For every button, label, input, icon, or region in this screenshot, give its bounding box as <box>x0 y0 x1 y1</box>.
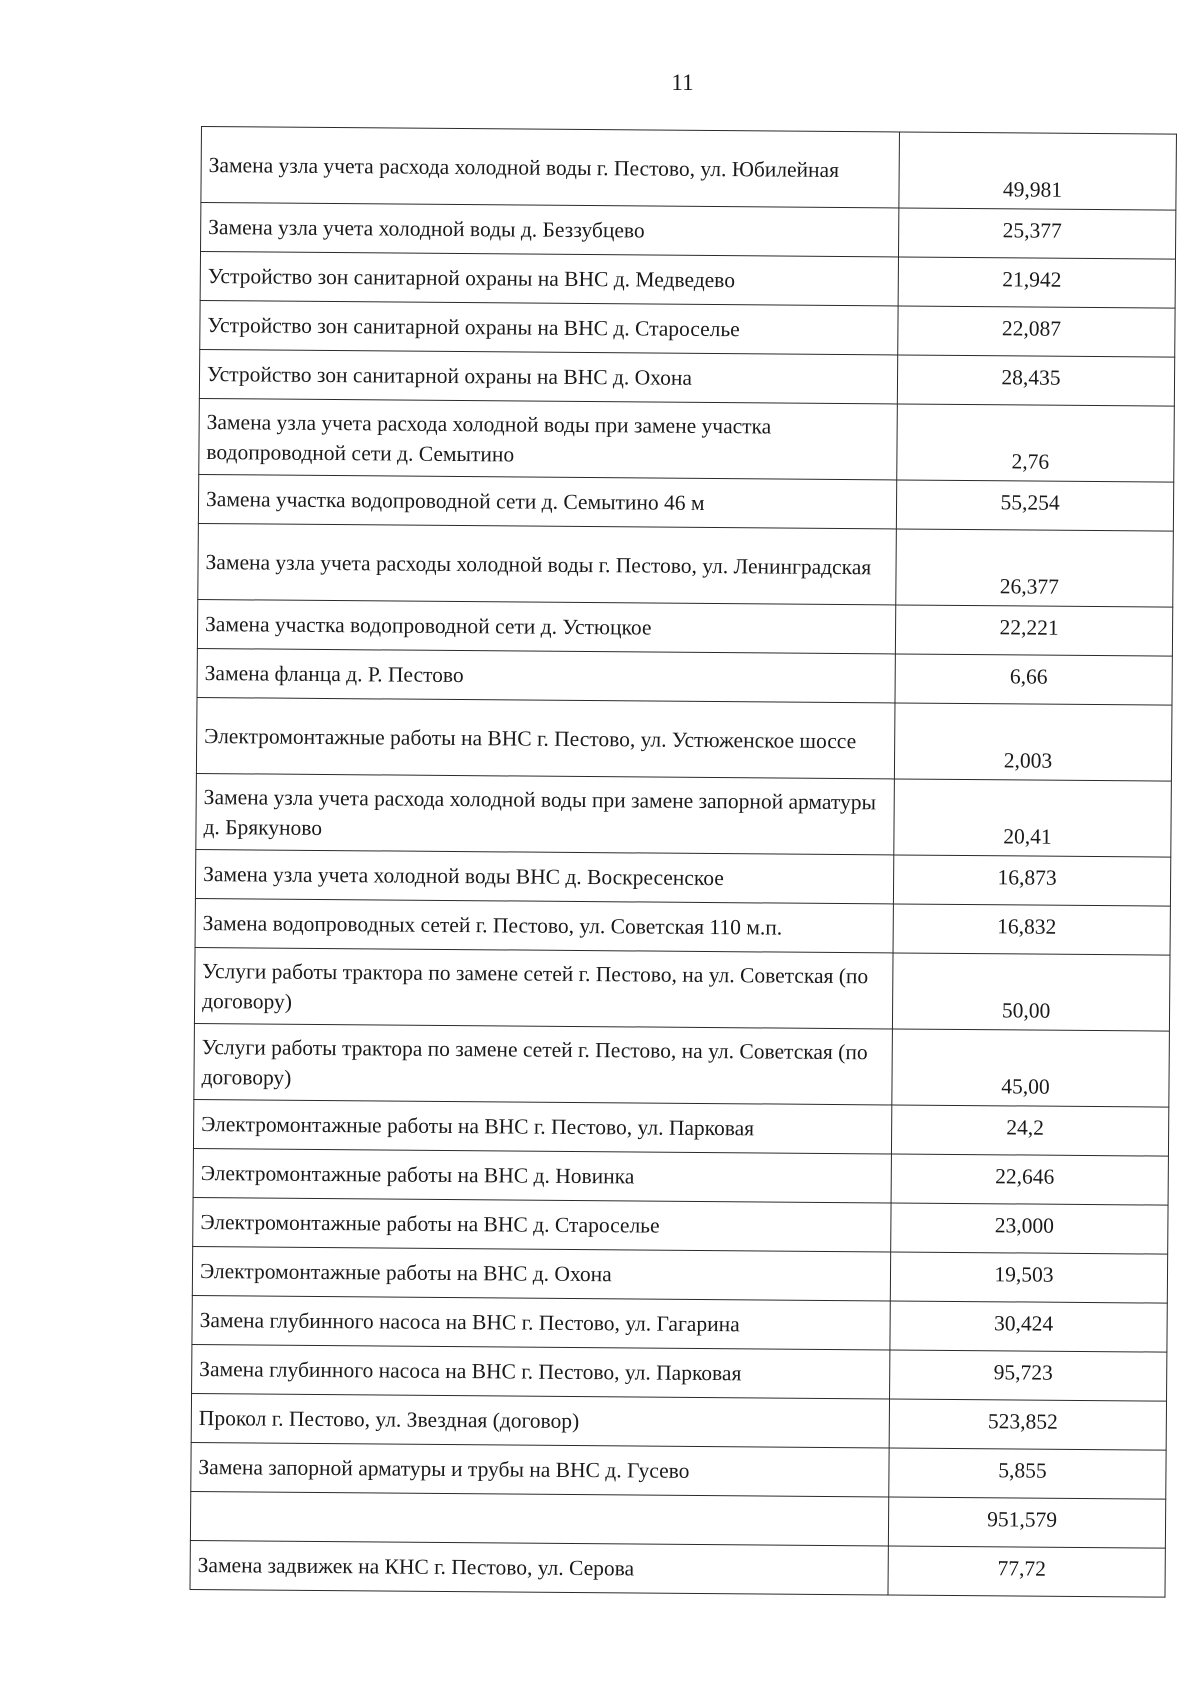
page-number: 11 <box>671 70 694 95</box>
table-row <box>193 1148 1168 1205</box>
work-amount-cell: 21,942 <box>898 257 1175 308</box>
table-row <box>192 1246 1167 1303</box>
work-description-cell: Электромонтажные работы на ВНС д. Новинка <box>193 1148 891 1202</box>
work-amount-cell: 6,66 <box>895 654 1172 705</box>
table-row <box>192 1295 1167 1352</box>
work-description-cell <box>190 1491 888 1545</box>
table-row <box>195 898 1170 955</box>
work-description-cell: Электромонтажные работы на ВНС д. Староселье <box>193 1197 891 1251</box>
work-description-cell: Замена запорной арматуры и трубы на ВНС д. Гусево <box>191 1442 889 1496</box>
work-amount-cell: 5,855 <box>889 1448 1166 1499</box>
table-row <box>196 773 1172 857</box>
work-description-cell: Замена узла учета расхода холодной воды г. Пестово, ул. Юбилейная <box>201 127 900 208</box>
work-amount-cell: 49,981 <box>899 132 1177 210</box>
work-description-cell: Прокол г. Пестово, ул. Звездная (договор) <box>191 1393 889 1447</box>
work-description-cell: Замена фланца д. Р. Пестово <box>197 648 895 702</box>
table-row <box>193 1099 1168 1156</box>
table-row <box>200 252 1175 309</box>
table-row <box>200 300 1175 357</box>
work-description-cell: Замена узла учета холодной воды д. Беззубцево <box>201 203 899 257</box>
work-description-cell: Устройство зон санитарной охраны на ВНС д. Староселье <box>200 300 898 354</box>
work-amount-cell: 25,377 <box>898 208 1175 259</box>
table-row <box>198 474 1173 531</box>
work-amount-cell: 16,832 <box>893 904 1170 955</box>
table-row <box>193 1197 1168 1254</box>
work-description-cell: Замена узла учета расходы холодной воды г. Пестово, ул. Ленинградская <box>198 523 897 604</box>
work-amount-cell: 45,00 <box>892 1029 1170 1107</box>
table-row <box>197 599 1172 656</box>
table-row <box>194 947 1170 1031</box>
table-row <box>197 648 1172 705</box>
work-description-cell: Замена глубинного насоса на ВНС г. Пестово, ул. Парковая <box>192 1344 890 1398</box>
work-amount-cell: 26,377 <box>896 529 1174 607</box>
work-description-cell: Замена водопроводных сетей г. Пестово, ул. Советская 110 м.п. <box>195 898 893 952</box>
work-description-cell: Электромонтажные работы на ВНС д. Охона <box>192 1246 890 1300</box>
work-amount-cell: 20,41 <box>894 779 1172 857</box>
work-description-cell: Замена глубинного насоса на ВНС г. Пестово, ул. Гагарина <box>192 1295 890 1349</box>
work-amount-cell: 28,435 <box>897 355 1174 406</box>
work-amount-cell: 30,424 <box>890 1301 1167 1352</box>
work-amount-cell: 16,873 <box>893 855 1170 906</box>
work-amount-cell: 19,503 <box>890 1252 1167 1303</box>
table-row <box>196 697 1172 781</box>
work-description-cell: Замена участка водопроводной сети д. Устюцкое <box>197 599 895 653</box>
table-row <box>201 203 1176 260</box>
table-row <box>201 127 1177 211</box>
work-amount-cell: 2,76 <box>897 404 1175 482</box>
work-amount-cell: 77,72 <box>888 1546 1165 1597</box>
work-amount-cell: 951,579 <box>888 1497 1165 1548</box>
table-row <box>190 1491 1165 1548</box>
work-amount-cell: 50,00 <box>892 953 1170 1031</box>
work-amount-cell: 22,221 <box>895 605 1172 656</box>
work-description-cell: Замена узла учета холодной воды ВНС д. Воскресенское <box>195 849 893 903</box>
work-description-cell: Электромонтажные работы на ВНС г. Пестово, ул. Устюженское шоссе <box>196 697 895 778</box>
work-amount-cell: 24,2 <box>891 1105 1168 1156</box>
work-description-cell: Услуги работы трактора по замене сетей г. Пестово, на ул. Советская (по договору) <box>194 947 893 1028</box>
table-row <box>191 1442 1166 1499</box>
table-row <box>192 1344 1167 1401</box>
work-amount-cell: 95,723 <box>890 1350 1167 1401</box>
work-amount-cell: 23,000 <box>891 1203 1168 1254</box>
table-row <box>191 1393 1166 1450</box>
table-row <box>195 849 1170 906</box>
table-row <box>190 1540 1165 1597</box>
work-description-cell: Электромонтажные работы на ВНС г. Пестово, ул. Парковая <box>193 1099 891 1153</box>
work-amount-cell: 55,254 <box>896 480 1173 531</box>
table-row <box>199 398 1175 482</box>
work-description-cell: Замена участка водопроводной сети д. Семытино 46 м <box>198 474 896 528</box>
work-amount-cell: 22,646 <box>891 1154 1168 1205</box>
work-description-cell: Устройство зон санитарной охраны на ВНС д. Охона <box>199 349 897 403</box>
work-amount-cell: 2,003 <box>894 703 1172 781</box>
work-description-cell: Замена задвижек на КНС г. Пестово, ул. Серова <box>190 1540 888 1594</box>
works-table-body <box>190 127 1176 1598</box>
work-description-cell: Услуги работы трактора по замене сетей г. Пестово, на ул. Советская (по договору) <box>194 1023 893 1104</box>
work-description-cell: Замена узла учета расхода холодной воды при замене участка водопроводной сети д. Семытино <box>199 398 898 479</box>
table-row <box>199 349 1174 406</box>
works-table <box>190 126 1177 1598</box>
table-row <box>198 523 1174 607</box>
work-amount-cell: 22,087 <box>898 306 1175 357</box>
work-description-cell: Замена узла учета расхода холодной воды при замене запорной арматуры д. Брякуново <box>196 773 895 854</box>
work-amount-cell: 523,852 <box>889 1399 1166 1450</box>
table-row <box>194 1023 1170 1107</box>
work-description-cell: Устройство зон санитарной охраны на ВНС д. Медведево <box>200 252 898 306</box>
